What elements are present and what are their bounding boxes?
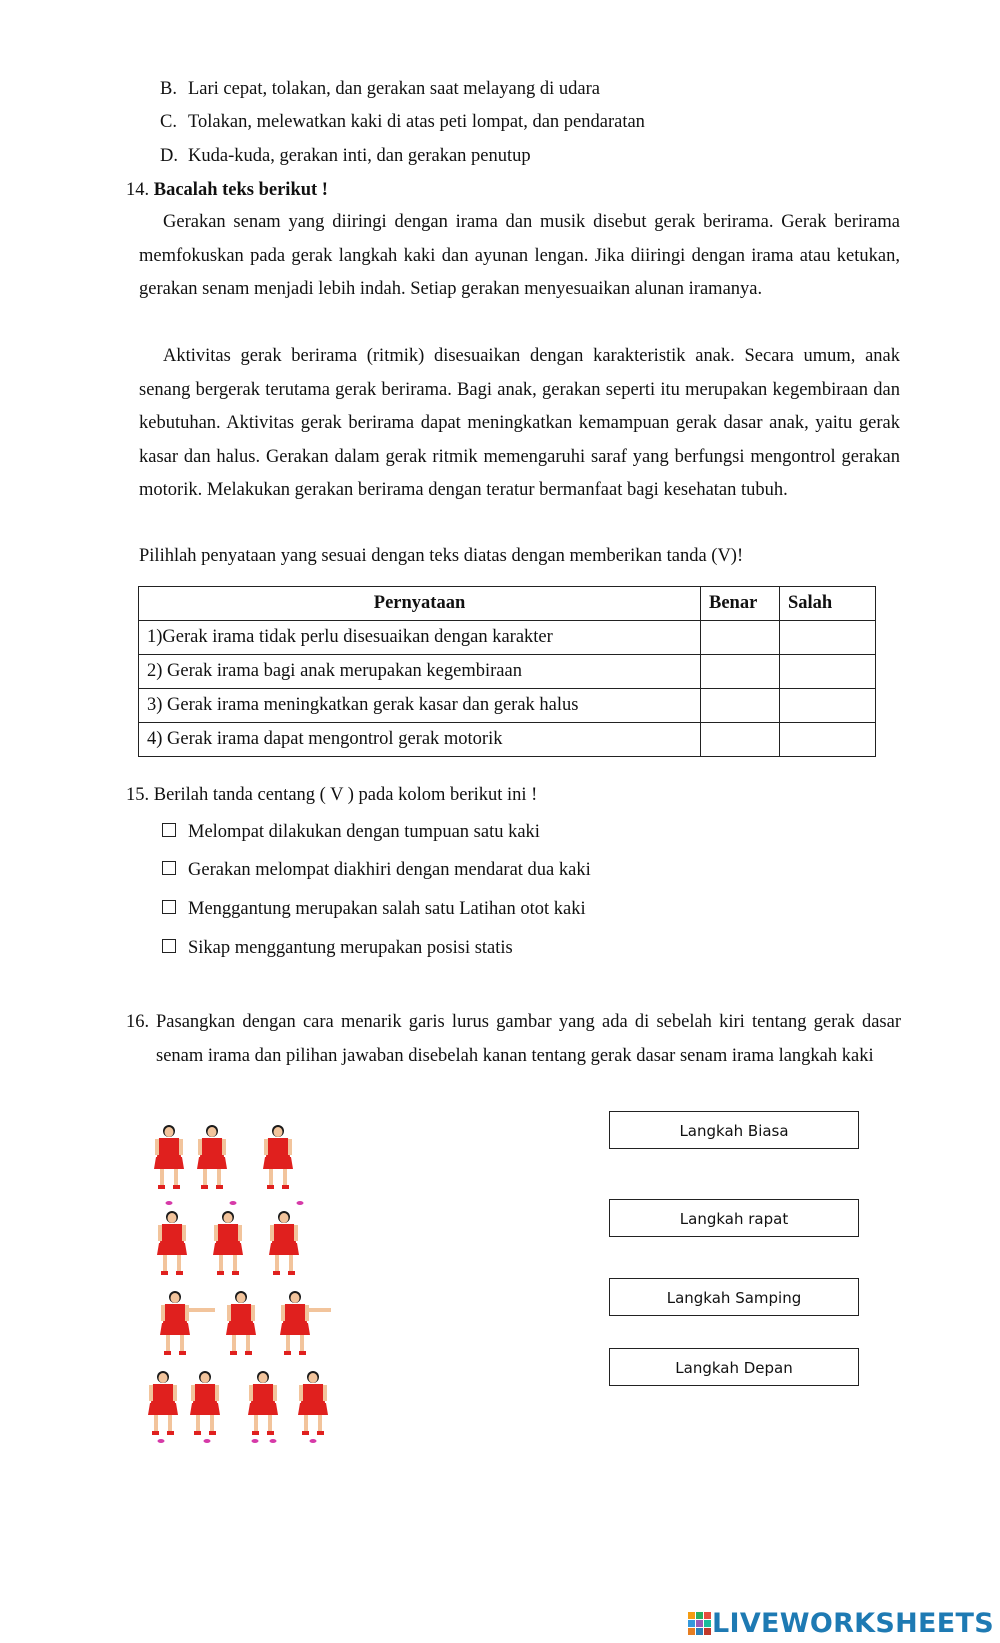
header-salah: Salah (780, 587, 876, 621)
liveworksheets-logo (688, 1608, 994, 1639)
answer-box-langkah-depan[interactable]: Langkah Depan (609, 1348, 859, 1386)
benar-cell[interactable] (701, 689, 780, 723)
benar-cell[interactable] (701, 655, 780, 689)
q13-option-b: B. Lari cepat, tolakan, dan gerakan saat melayang di udara (160, 79, 600, 99)
header-pernyataan: Pernyataan (139, 587, 701, 621)
header-benar: Benar (701, 587, 780, 621)
row-samping (160, 1291, 331, 1355)
checkbox-item: Gerakan melompat diakhiri dengan mendarat dua kaki (162, 860, 591, 881)
q14-heading: 14. Bacalah teks berikut ! (126, 180, 328, 200)
salah-cell[interactable] (780, 655, 876, 689)
answer-box-langkah-rapat[interactable]: Langkah rapat (609, 1199, 859, 1237)
benar-cell[interactable] (701, 723, 780, 757)
q14-instruction: Pilihlah penyataan yang sesuai dengan teks diatas dengan memberikan tanda (V)! (139, 546, 744, 566)
table-header-row (139, 587, 876, 621)
statement-cell: 2) Gerak irama bagi anak merupakan kegembiraan (139, 655, 701, 689)
q14-paragraph-1: Gerakan senam yang diiringi dengan irama dan musik disebut gerak berirama. Gerak berirama memfokuskan pada gerak langkah kaki dan ayunan lengan. Jika diiringi dengan irama atau ketukan, gerakan senam menjadi lebih indah. Setiap gerakan menyesuaikan alunan iramanya. (139, 212, 900, 299)
row-biasa (154, 1125, 304, 1205)
table-row (139, 689, 876, 723)
statement-cell: 1)Gerak irama tidak perlu disesuaikan dengan karakter (139, 621, 701, 655)
row-rapat (157, 1211, 299, 1275)
table-row (139, 655, 876, 689)
table-row (139, 723, 876, 757)
checkbox[interactable] (162, 900, 176, 914)
checkbox[interactable] (162, 939, 176, 953)
q15-prompt: 15. Berilah tanda centang ( V ) pada kolom berikut ini ! (126, 785, 538, 805)
statement-table (138, 586, 876, 757)
q14-paragraph-2: Aktivitas gerak berirama (ritmik) disesuaikan dengan karakteristik anak. Secara umum, anak senang bergerak terutama gerak berirama. Bagi anak, gerakan seperti itu merupakan kegembiraan dan kebutuhan. Aktivitas gerak berirama dapat meningkatkan kemampuan gerak dasar anak, yaitu gerak kasar dan halus. Gerakan dalam gerak ritmik memengaruhi saraf yang berfungsi mengontrol gerakan motorik. Melakukan gerakan berirama dengan teratur bermanfaat bagi kesehatan tubuh. (139, 346, 900, 500)
salah-cell[interactable] (780, 723, 876, 757)
q16-prompt: 16. Pasangkan dengan cara menarik garis lurus gambar yang ada di sebelah kiri tentang gerak dasar senam irama dan pilihan jawaban disebelah kanan tentang gerak dasar senam irama langkah kaki (126, 1012, 901, 1066)
checkbox-item: Melompat dilakukan dengan tumpuan satu kaki (162, 822, 540, 843)
checkbox[interactable] (162, 823, 176, 837)
checkbox-item: Menggantung merupakan salah satu Latihan otot kaki (162, 899, 586, 920)
checkbox-item: Sikap menggantung merupakan posisi statis (162, 938, 513, 959)
salah-cell[interactable] (780, 621, 876, 655)
answer-box-langkah-samping[interactable]: Langkah Samping (609, 1278, 859, 1316)
statement-cell: 4) Gerak irama dapat mengontrol gerak motorik (139, 723, 701, 757)
benar-cell[interactable] (701, 621, 780, 655)
table-row (139, 621, 876, 655)
answer-box-langkah-biasa[interactable]: Langkah Biasa (609, 1111, 859, 1149)
q13-option-c: C. Tolakan, melewatkan kaki di atas peti lompat, dan pendaratan (160, 112, 645, 132)
statement-cell: 3) Gerak irama meningkatkan gerak kasar dan gerak halus (139, 689, 701, 723)
gymnastics-figures (145, 1125, 355, 1445)
salah-cell[interactable] (780, 689, 876, 723)
checkbox[interactable] (162, 861, 176, 875)
liveworksheets-icon (688, 1612, 712, 1636)
q13-option-d: D. Kuda-kuda, gerakan inti, dan gerakan penutup (160, 146, 531, 166)
brand-text: LIVEWORKSHEETS (711, 1608, 994, 1639)
row-depan (148, 1371, 328, 1443)
